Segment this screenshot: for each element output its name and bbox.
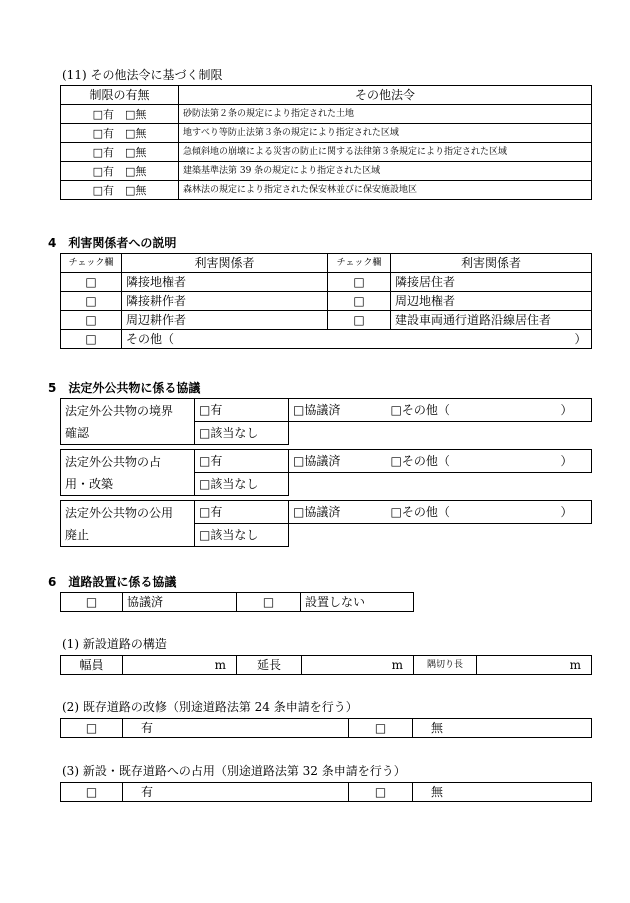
- no-checkbox[interactable]: □: [349, 783, 413, 802]
- consult-options[interactable]: □協議済 □その他（ ）: [289, 450, 592, 473]
- section-6-table: [60, 592, 414, 612]
- party-label: 建設車両通行道路沿線居住者: [391, 311, 592, 330]
- section-6-1-title: (1) 新設道路の構造: [62, 637, 167, 651]
- party-label: 隣接地権者: [122, 273, 328, 292]
- other-party-field[interactable]: [122, 330, 592, 349]
- check-col-header: チェック欄: [328, 254, 391, 273]
- none-option[interactable]: □該当なし: [195, 473, 289, 496]
- restriction-check[interactable]: □有 □無: [61, 143, 179, 162]
- checkbox[interactable]: □: [61, 273, 122, 292]
- section-5-item-2: [60, 449, 592, 496]
- checkbox[interactable]: □: [61, 330, 122, 349]
- length-label: 延長: [237, 656, 302, 675]
- yes-label: 有: [123, 783, 349, 802]
- restriction-check[interactable]: □有 □無: [61, 124, 179, 143]
- law-name: 建築基準法第 39 条の規定により指定された区域: [179, 162, 592, 181]
- section-5-item-1: [60, 398, 592, 445]
- checkbox[interactable]: □: [328, 311, 391, 330]
- corner-value[interactable]: m: [477, 656, 592, 675]
- no-label: 無: [413, 783, 592, 802]
- checkbox[interactable]: □: [328, 292, 391, 311]
- restriction-check[interactable]: □有 □無: [61, 181, 179, 200]
- party-col-header: 利害関係者: [122, 254, 328, 273]
- no-label: 無: [413, 719, 592, 738]
- existing-road-table: [60, 718, 592, 738]
- section-5-title: 5 法定外公共物に係る協議: [48, 381, 201, 395]
- yes-option[interactable]: □有: [195, 450, 289, 473]
- not-set-label: 設置しない: [301, 593, 414, 612]
- party-label: 周辺地権者: [391, 292, 592, 311]
- other-close: ）: [574, 331, 587, 346]
- width-value[interactable]: m: [123, 656, 237, 675]
- length-value[interactable]: m: [302, 656, 414, 675]
- law-name: 砂防法第２条の規定により指定された土地: [179, 105, 592, 124]
- road-occupancy-table: [60, 782, 592, 802]
- section-4-title: 4 利害関係者への説明: [48, 236, 177, 250]
- yes-checkbox[interactable]: □: [61, 719, 123, 738]
- checkbox[interactable]: □: [61, 311, 122, 330]
- check-col-header: チェック欄: [61, 254, 122, 273]
- item-label: 法定外公共物の占 用・改築: [61, 450, 195, 496]
- new-road-structure-table: [60, 655, 592, 675]
- law-name: 森林法の規定により指定された保安林並びに保安施設地区: [179, 181, 592, 200]
- restriction-check[interactable]: □有 □無: [61, 162, 179, 181]
- width-label: 幅員: [61, 656, 123, 675]
- section-11-table: [60, 85, 592, 200]
- no-checkbox[interactable]: □: [349, 719, 413, 738]
- checkbox[interactable]: □: [61, 292, 122, 311]
- item-label: 法定外公共物の公用 廃止: [61, 501, 195, 547]
- law-name: 地すべり等防止法第３条の規定により指定された区域: [179, 124, 592, 143]
- yes-label: 有: [123, 719, 349, 738]
- yes-option[interactable]: □有: [195, 501, 289, 524]
- yes-option[interactable]: □有: [195, 399, 289, 422]
- party-label: 周辺耕作者: [122, 311, 328, 330]
- other-label: その他（: [126, 331, 175, 346]
- section-6-2-title: (2) 既存道路の改修（別途道路法第 24 条申請を行う）: [62, 700, 358, 714]
- consult-options[interactable]: □協議済 □その他（ ）: [289, 399, 592, 422]
- yes-checkbox[interactable]: □: [61, 783, 123, 802]
- party-label: 隣接居住者: [391, 273, 592, 292]
- party-col-header: 利害関係者: [391, 254, 592, 273]
- section-4-table: [60, 253, 592, 349]
- corner-label: 隅切り長: [414, 656, 477, 675]
- none-option[interactable]: □該当なし: [195, 422, 289, 445]
- not-set-checkbox[interactable]: □: [237, 593, 301, 612]
- party-label: 隣接耕作者: [122, 292, 328, 311]
- item-label: 法定外公共物の境界 確認: [61, 399, 195, 445]
- section-5-item-3: [60, 500, 592, 547]
- agreed-checkbox[interactable]: □: [61, 593, 123, 612]
- restriction-check[interactable]: □有 □無: [61, 105, 179, 124]
- checkbox[interactable]: □: [328, 273, 391, 292]
- agreed-label: 協議済: [123, 593, 237, 612]
- law-name: 急傾斜地の崩壊による災害の防止に関する法律第３条規定により指定された区域: [179, 143, 592, 162]
- none-option[interactable]: □該当なし: [195, 524, 289, 547]
- other-law-header: その他法令: [179, 86, 592, 105]
- restriction-header: 制限の有無: [61, 86, 179, 105]
- section-6-3-title: (3) 新設・既存道路への占用（別途道路法第 32 条申請を行う）: [62, 764, 406, 778]
- section-6-title: 6 道路設置に係る協議: [48, 575, 177, 589]
- consult-options[interactable]: □協議済 □その他（ ）: [289, 501, 592, 524]
- section-11-title: (11) その他法令に基づく制限: [62, 68, 223, 82]
